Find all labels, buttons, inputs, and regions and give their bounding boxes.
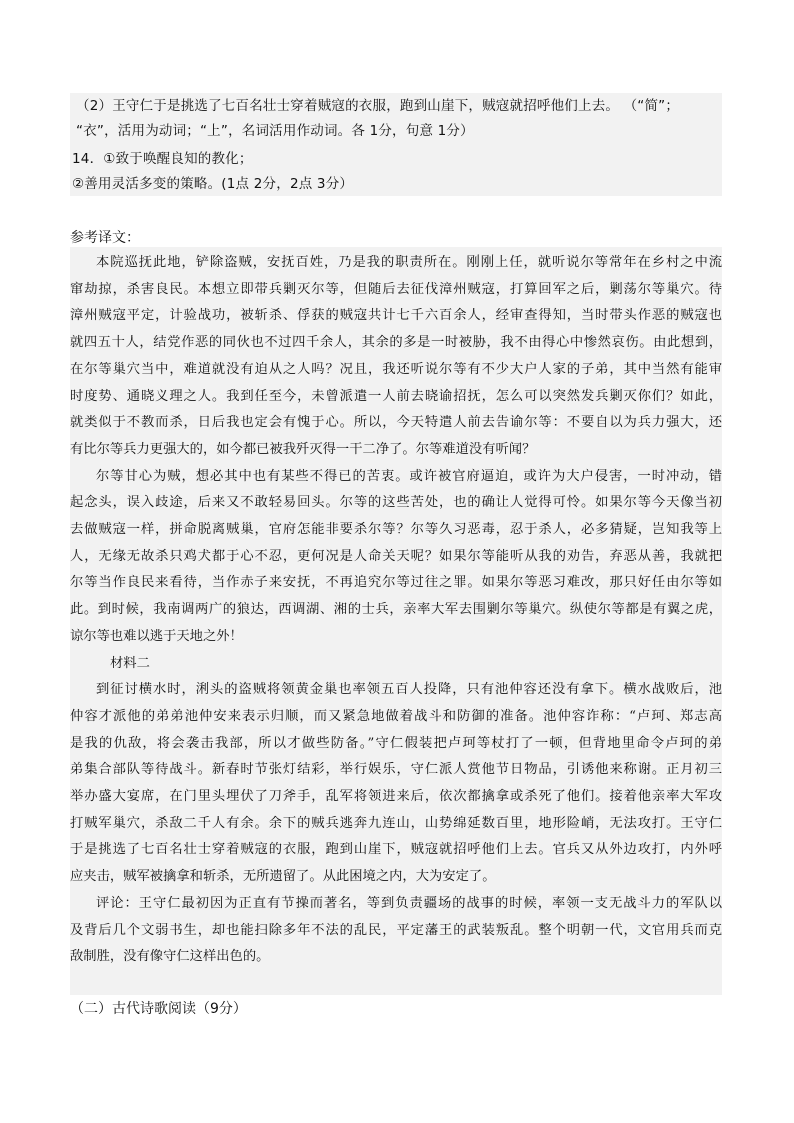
translation-line: 就四五十人，结党作恶的同伙也不过四千余人，其余的多是一时被胁，我不由得心中惨然哀伤。由此想到， [70,335,722,351]
translation-line: 就类似于不教而杀，日后我也定会有愧于心。所以，今天特遣人前去告谕尔等：不要自以为兵力强大，还 [70,415,722,431]
translation-line: 此。到时候，我南调两广的狼达，西调湖、湘的士兵，亲率大军去围剿尔等巢穴。纵使尔等都是有翼之虎， [70,602,722,618]
answer-line-4: ②善用灵活多变的策略。(1点 2分，2点 3分） [72,176,354,192]
answer-line-3: 14．①致于唤醒良知的教化； [72,151,253,167]
translation-line: 及背后几个文弱书生，却也能扫除多年不法的乱民，平定藩王的武装叛乱。整个明朝一代，文官用兵而克 [70,922,722,938]
translation-line: 尔等甘心为贼，想必其中也有某些不得已的苦衷。或许被官府逼迫，或许为大户侵害，一时冲动，错 [96,468,722,484]
translation-line: 敌制胜，没有像守仁这样出色的。 [70,949,270,965]
translation-line: 窜劫掠，杀害良民。本想立即带兵剿灭尔等，但随后去征伐漳州贼寇，打算回军之后，剿荡尔等巢穴。待 [70,281,722,297]
translation-line: 于是挑选了七百名壮士穿着贼寇的衣服，跑到山崖下，贼寇就招呼他们上去。官兵又从外边攻打，内外呼 [70,842,722,858]
translation-line: 是我的仇敌，将会袭击我部，所以才做些防备。”守仁假装把卢珂等杖打了一顿，但背地里命令卢珂的弟 [70,735,722,751]
translation-line: 弟集合部队等待战斗。新春时节张灯结彩，举行娱乐，守仁派人赏他节日物品，引诱他来称谢。正月初三 [70,762,722,778]
translation-line: 举办盛大宴席，在门里头埋伏了刀斧手，乱军将领进来后，依次都擒拿或杀死了他们。接着他亲率大军攻 [70,789,722,804]
translation-line: 到征讨横水时，浰头的盗贼将领黄金巢也率领五百人投降，只有池仲容还没有拿下。横水战败后，池 [96,682,722,698]
translation-line: 尔等当作良民来看待，当作赤子来安抚，不再追究尔等过往之罪。如果尔等恶习难改，那只好任由尔等如 [70,575,722,591]
translation-line: 时度势、通晓义理之人。我到任至今，未曾派遣一人前去晓谕招抚，怎么可以突然发兵剿灭你们？如此， [70,388,722,404]
answer-line-1: （2）王守仁于是挑选了七百名壮士穿着贼寇的衣服，跑到山崖下，贼寇就招呼他们上去。 （“简”； [76,98,680,114]
answer-line-2: “衣”，活用为动词；“上”，名词活用作动词。各 1分，句意 1分） [76,123,474,139]
translation-line: 漳州贼寇平定，计验战功，被斩杀、俘获的贼寇共计七千六百余人，经审查得知，当时带头作恶的贼寇也 [70,308,722,324]
translation-block [70,247,722,995]
translation-line: 谅尔等也难以逃于天地之外！ [70,628,243,644]
translation-line: 仲容才派他的弟弟池仲安来表示归顺，而又紧急地做着战斗和防御的准备。池仲容诈称：“卢珂、郑志高 [70,708,722,724]
section-title: （二）古代诗歌阅读（9分） [70,1001,247,1017]
translation-line: 本院巡抚此地，铲除盗贼，安抚百姓，乃是我的职责所在。刚刚上任，就听说尔等常年在乡村之中流 [96,255,722,270]
translation-line: 评论：王守仁最初因为正直有节操而著名，等到负责疆场的战事的时候，率领一支无战斗力的军队以 [96,895,722,911]
translation-line: 应夹击，贼军被擒拿和斩杀，无所遗留了。从此困境之内，大为安定了。 [70,869,496,885]
translation-line: 有比尔等兵力更强大的，如今都已被我歼灭得一干二净了。尔等难道没有听闻？ [70,441,536,457]
translation-line: 人，无缘无故杀只鸡犬都于心不忍，更何况是人命关天呢？如果尔等能听从我的劝告，弃恶从善，我就把 [70,548,722,564]
translation-line: 起念头，误入歧途，后来又不敢轻易回头。尔等的这些苦处，也的确让人觉得可怜。如果尔等今天像当初 [70,495,722,511]
translation-line: 在尔等巢穴当中，难道就没有迫从之人吗？况且，我还听说尔等有不少大户人家的子弟，其中当然有能审 [70,361,722,377]
translation-line: 打贼军巢穴，杀敌二千人有余。余下的贼兵逃奔九连山，山势绵延数百里，地形险峭，无法攻打。王守仁 [70,815,722,831]
reference-heading: 参考译文： [70,230,140,246]
translation-line: 去做贼寇一样，拼命脱离贼巢，官府怎能非要杀尔等？尔等久习恶毒，忍于杀人，必多猜疑，岂知我等上 [70,522,722,537]
translation-line: 材料二 [110,655,150,671]
